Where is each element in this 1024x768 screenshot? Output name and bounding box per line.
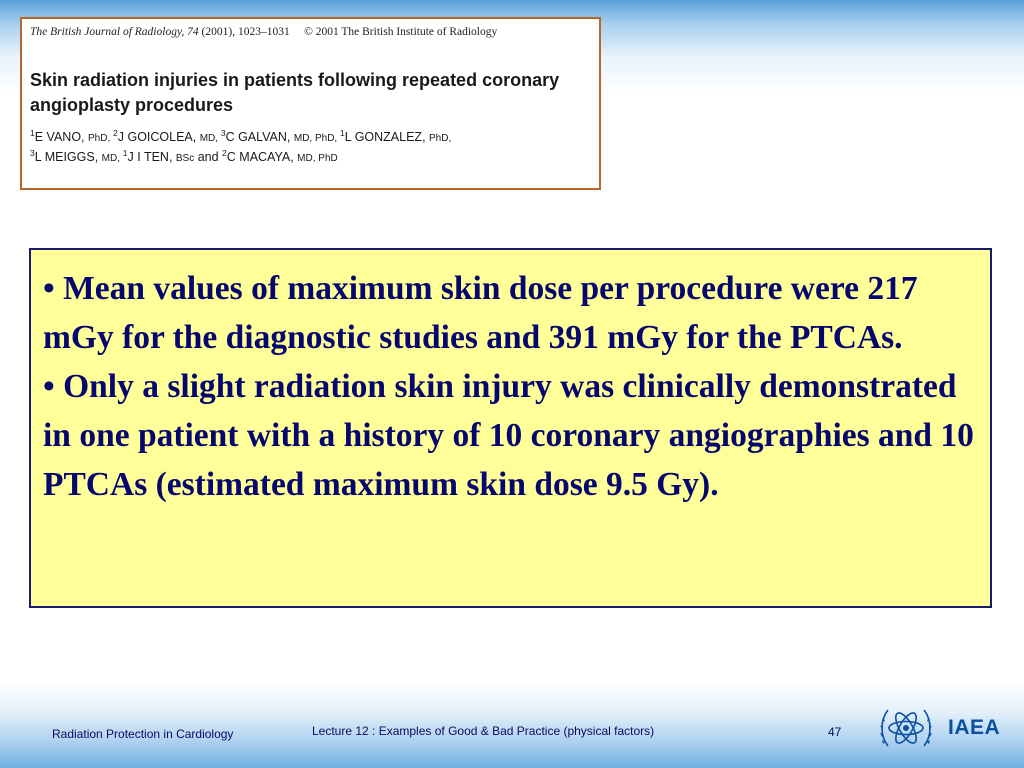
author-name: E VANO, [34, 130, 88, 144]
authors-line-1 [30, 128, 591, 148]
author-connector: and [194, 150, 223, 164]
iaea-emblem-icon [878, 702, 934, 754]
paper-title: Skin radiation injuries in patients following repeated coronary angioplasty procedures [30, 70, 560, 115]
journal-citation [30, 26, 591, 38]
author-affiliation: 3 [220, 128, 226, 138]
author-degree: BSc [175, 153, 195, 164]
author-degree: MD, [101, 153, 123, 164]
author-affiliation: 2 [222, 148, 227, 158]
author-name: C MACAYA, [226, 150, 298, 164]
author-affiliation: 1 [122, 148, 128, 158]
author-degree: MD, [199, 133, 221, 144]
author-degree: MD, PhD [297, 153, 338, 164]
authors-line-2 [30, 148, 591, 168]
author-degree: PhD, [429, 133, 452, 144]
journal-name: The British Journal of Radiology, 74 [30, 26, 199, 38]
author-affiliation: 2 [113, 128, 118, 138]
paper-header-image [20, 17, 601, 190]
author-degree: MD, PhD, [293, 133, 340, 144]
bullet-skin-injury: • Only a slight radiation skin injury was clinically demonstrated in one patient with a history of 10 coronary angiographies and 10 PTCAs (estimated maximum skin dose 9.5 Gy). [43, 368, 974, 503]
author-affiliation: 1 [30, 128, 35, 138]
paper-authors [30, 128, 591, 168]
footer-course-title: Radiation Protection in Cardiology [52, 727, 234, 741]
author-name: J GOICOLEA, [117, 130, 200, 144]
author-name: L GONZALEZ, [344, 130, 430, 144]
iaea-logo-text: IAEA [948, 716, 1001, 739]
author-name: L MEIGGS, [34, 150, 102, 164]
journal-copyright: © 2001 The British Institute of Radiology [304, 26, 498, 38]
author-name: C GALVAN, [225, 130, 294, 144]
author-affiliation: 1 [340, 128, 345, 138]
page-number: 47 [828, 725, 842, 739]
summary-box [29, 248, 992, 608]
author-degree: PhD, [88, 133, 114, 144]
author-affiliation: 3 [30, 148, 35, 158]
journal-details: (2001), 1023–1031 [201, 26, 290, 38]
bullet-mean-dose: • Mean values of maximum skin dose per procedure were 217 mGy for the diagnostic studies and 391 mGy for the PTCAs. [43, 270, 918, 356]
footer-lecture-title: Lecture 12 : Examples of Good & Bad Practice (physical factors) [312, 724, 655, 738]
author-name: J I TEN, [127, 150, 176, 164]
